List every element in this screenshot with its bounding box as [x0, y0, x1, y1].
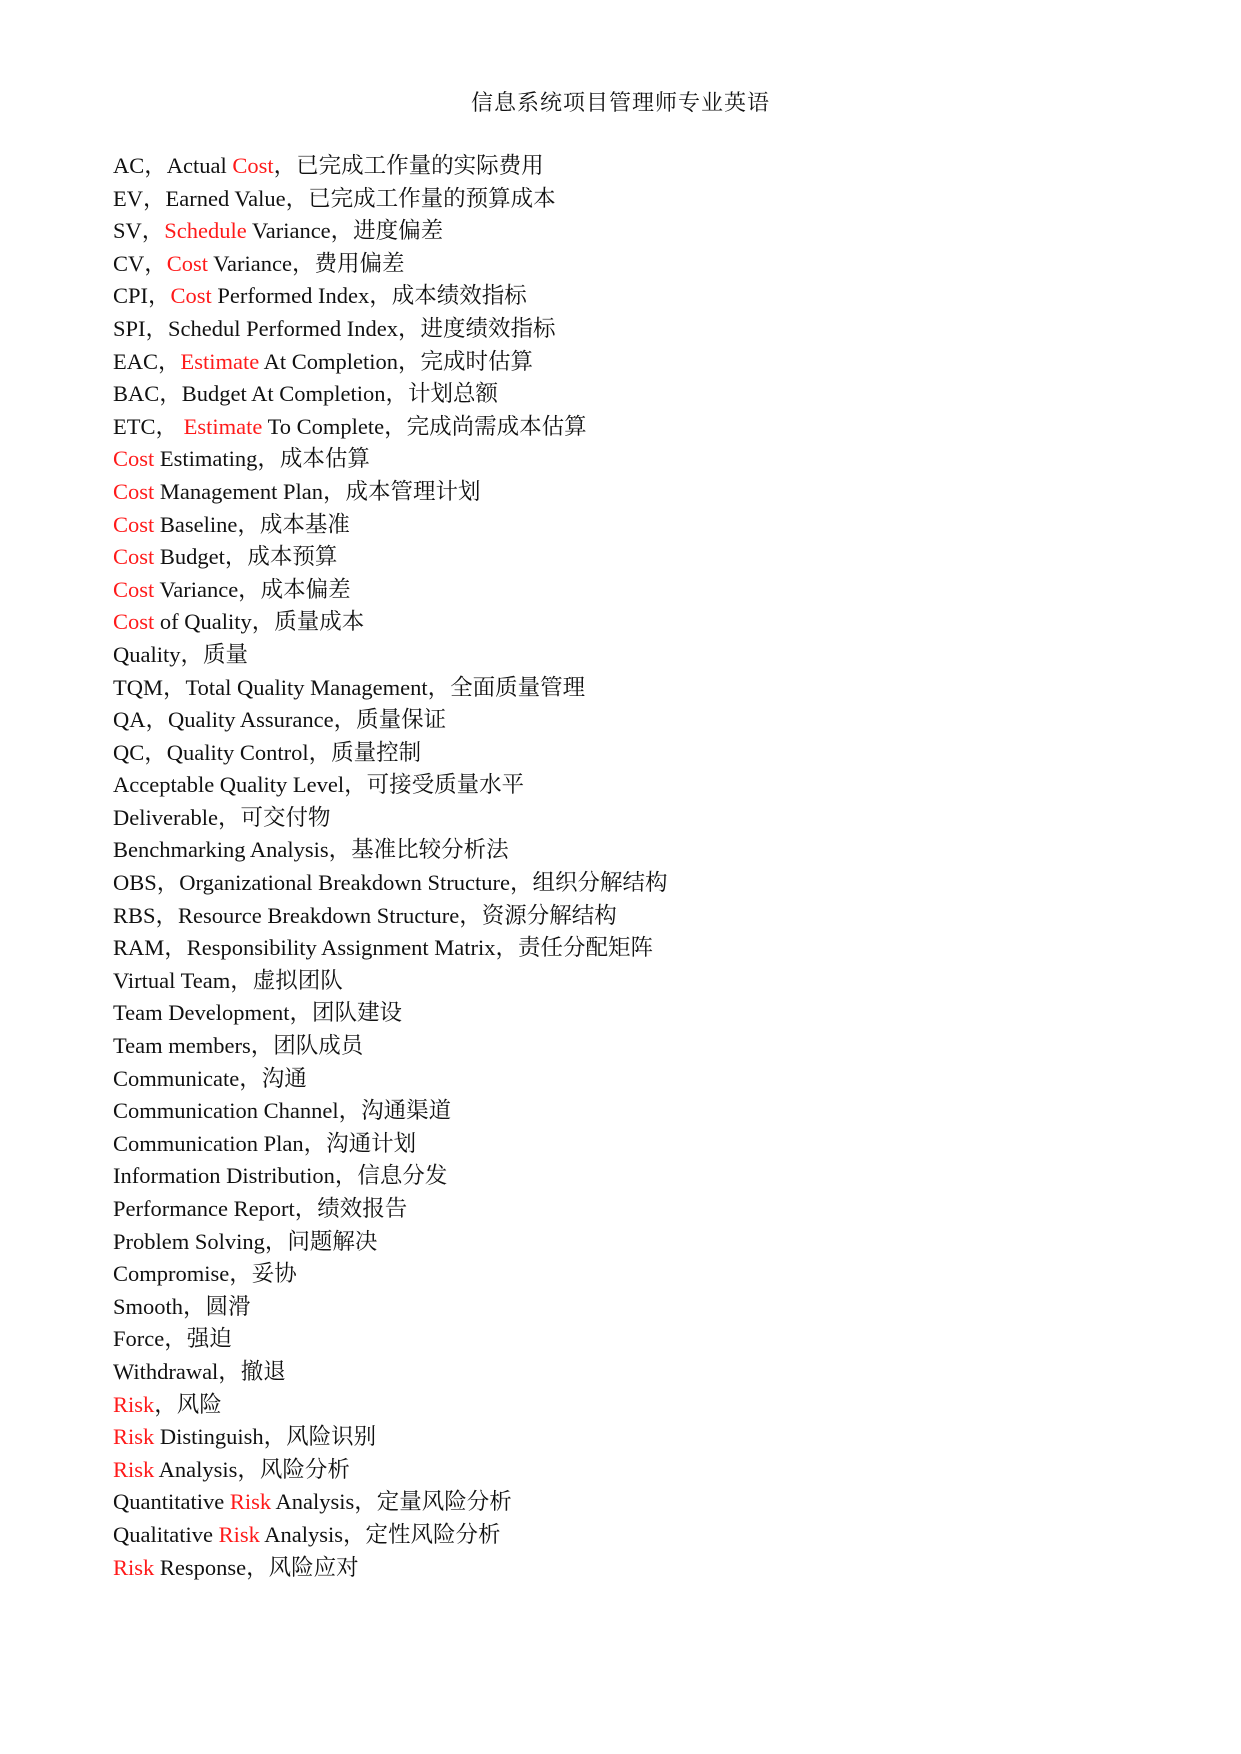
- term-text: Estimating，成本估算: [154, 446, 370, 472]
- term-line: [113, 704, 668, 737]
- term-line: [113, 248, 668, 281]
- term-line: [113, 997, 668, 1030]
- term-line: [113, 280, 668, 313]
- term-text: Communication Channel，沟通渠道: [113, 1098, 452, 1124]
- term-line: [113, 411, 668, 444]
- term-line: [113, 834, 668, 867]
- term-text: Virtual Team，虚拟团队: [113, 967, 343, 993]
- term-line: [113, 313, 668, 346]
- term-line: [113, 1160, 668, 1193]
- term-line: [113, 1030, 668, 1063]
- term-line: [113, 1323, 668, 1356]
- term-text: Team members，团队成员: [113, 1033, 364, 1059]
- term-line: [113, 1389, 668, 1422]
- term-line: [113, 965, 668, 998]
- term-line: [113, 443, 668, 476]
- term-line: [113, 476, 668, 509]
- term-text: Team Development，团队建设: [113, 1000, 402, 1026]
- term-line: [113, 1291, 668, 1324]
- term-text: Benchmarking Analysis，基准比较分析法: [113, 837, 509, 863]
- term-text: Performed Index，成本绩效指标: [211, 283, 527, 309]
- highlighted-term: Cost: [166, 250, 209, 276]
- term-line: [113, 183, 668, 216]
- term-text: of Quality，质量成本: [154, 609, 365, 635]
- term-text: QC，Quality Control，质量控制: [113, 739, 422, 765]
- term-text: ，已完成工作量的实际费用: [273, 153, 544, 178]
- highlighted-term: Risk: [113, 1391, 155, 1417]
- term-text: Acceptable Quality Level，可接受质量水平: [113, 772, 525, 798]
- term-line: [113, 606, 668, 639]
- term-text: RAM，Responsibility Assignment Matrix，责任分配矩阵: [113, 935, 654, 961]
- term-line: [113, 1226, 668, 1259]
- term-text: SPI，Schedul Performed Index，进度绩效指标: [113, 315, 556, 341]
- term-line: [113, 672, 668, 705]
- term-text: To Complete，完成尚需成本估算: [262, 413, 587, 439]
- term-text: EV，Earned Value，已完成工作量的预算成本: [113, 185, 556, 211]
- term-text: Force，强迫: [113, 1326, 232, 1352]
- term-line: [113, 639, 668, 672]
- term-line: [113, 737, 668, 770]
- term-line: [113, 1095, 668, 1128]
- term-text: Quality，质量: [113, 641, 248, 667]
- term-text: Variance，成本偏差: [154, 576, 351, 602]
- term-text: Withdrawal，撤退: [113, 1358, 286, 1384]
- term-text: Variance，进度偏差: [246, 218, 444, 244]
- term-text: Problem Solving，问题解决: [113, 1228, 378, 1254]
- term-text: TQM，Total Quality Management，全面质量管理: [113, 674, 586, 700]
- term-text: Budget，成本预算: [154, 544, 338, 570]
- term-line: [113, 509, 668, 542]
- term-text: EAC，: [113, 348, 181, 374]
- term-line: [113, 1063, 668, 1096]
- term-text: Communicate，沟通: [113, 1065, 307, 1091]
- term-line: [113, 1421, 668, 1454]
- term-text: Qualitative: [113, 1521, 219, 1547]
- term-line: [113, 378, 668, 411]
- term-line: [113, 1258, 668, 1291]
- term-text: CV，: [113, 250, 167, 276]
- term-text: Smooth，圆滑: [113, 1293, 251, 1319]
- term-text: Analysis，定性风险分析: [259, 1521, 501, 1547]
- term-text: CPI，: [113, 283, 171, 309]
- term-text: BAC，Budget At Completion，计划总额: [113, 381, 499, 407]
- term-line: [113, 769, 668, 802]
- page-title: 信息系统项目管理师专业英语: [470, 90, 770, 115]
- term-line: [113, 1454, 668, 1487]
- highlighted-term: Risk: [218, 1521, 260, 1547]
- term-line: [113, 150, 668, 183]
- term-text: Distinguish，风险识别: [154, 1424, 377, 1450]
- term-text: AC，Actual: [113, 153, 233, 178]
- highlighted-term: Risk: [113, 1554, 155, 1580]
- term-list: [113, 150, 668, 1584]
- term-text: RBS，Resource Breakdown Structure，资源分解结构: [113, 902, 617, 928]
- term-text: At Completion，完成时估算: [259, 348, 534, 374]
- highlighted-term: Cost: [113, 446, 155, 472]
- term-line: [113, 1193, 668, 1226]
- term-text: ，风险: [154, 1391, 222, 1417]
- term-line: [113, 541, 668, 574]
- term-text: Response，风险应对: [154, 1554, 359, 1580]
- highlighted-term: Cost: [113, 609, 155, 635]
- term-text: Variance，费用偏差: [208, 250, 405, 276]
- highlighted-term: Risk: [113, 1424, 155, 1450]
- term-text: SV，: [113, 218, 165, 244]
- highlighted-term: Schedule: [164, 218, 247, 244]
- highlighted-term: Cost: [232, 153, 274, 178]
- highlighted-term: Risk: [229, 1489, 272, 1515]
- term-line: [113, 1552, 668, 1585]
- term-line: [113, 1486, 668, 1519]
- highlighted-term: Cost: [113, 478, 155, 504]
- term-line: [113, 932, 668, 965]
- term-text: Performance Report，绩效报告: [113, 1196, 408, 1221]
- term-text: Management Plan，成本管理计划: [154, 478, 481, 504]
- term-text: Communication Plan，沟通计划: [113, 1130, 417, 1156]
- term-text: Analysis，定量风险分析: [271, 1489, 512, 1515]
- term-line: [113, 900, 668, 933]
- term-line: [113, 1519, 668, 1552]
- term-text: OBS，Organizational Breakdown Structure，组织分解结构: [113, 870, 668, 896]
- term-line: [113, 802, 668, 835]
- term-line: [113, 1356, 668, 1389]
- term-text: QA，Quality Assurance，质量保证: [113, 707, 447, 733]
- highlighted-term: Estimate: [180, 348, 260, 374]
- term-text: Baseline，成本基准: [154, 511, 350, 537]
- highlighted-term: Estimate: [183, 413, 263, 439]
- highlighted-term: Cost: [170, 283, 212, 309]
- term-text: ETC，: [113, 413, 184, 439]
- term-text: Deliverable，可交付物: [113, 804, 331, 830]
- highlighted-term: Risk: [113, 1456, 155, 1482]
- term-line: [113, 574, 668, 607]
- highlighted-term: Cost: [113, 544, 155, 570]
- term-line: [113, 1128, 668, 1161]
- term-text: Quantitative: [113, 1489, 230, 1515]
- term-line: [113, 346, 668, 379]
- term-text: Analysis，风险分析: [154, 1456, 350, 1482]
- term-text: Compromise，妥协: [113, 1261, 297, 1287]
- highlighted-term: Cost: [113, 511, 155, 537]
- term-line: [113, 215, 668, 248]
- highlighted-term: Cost: [113, 576, 155, 602]
- term-line: [113, 867, 668, 900]
- term-text: Information Distribution，信息分发: [113, 1163, 448, 1189]
